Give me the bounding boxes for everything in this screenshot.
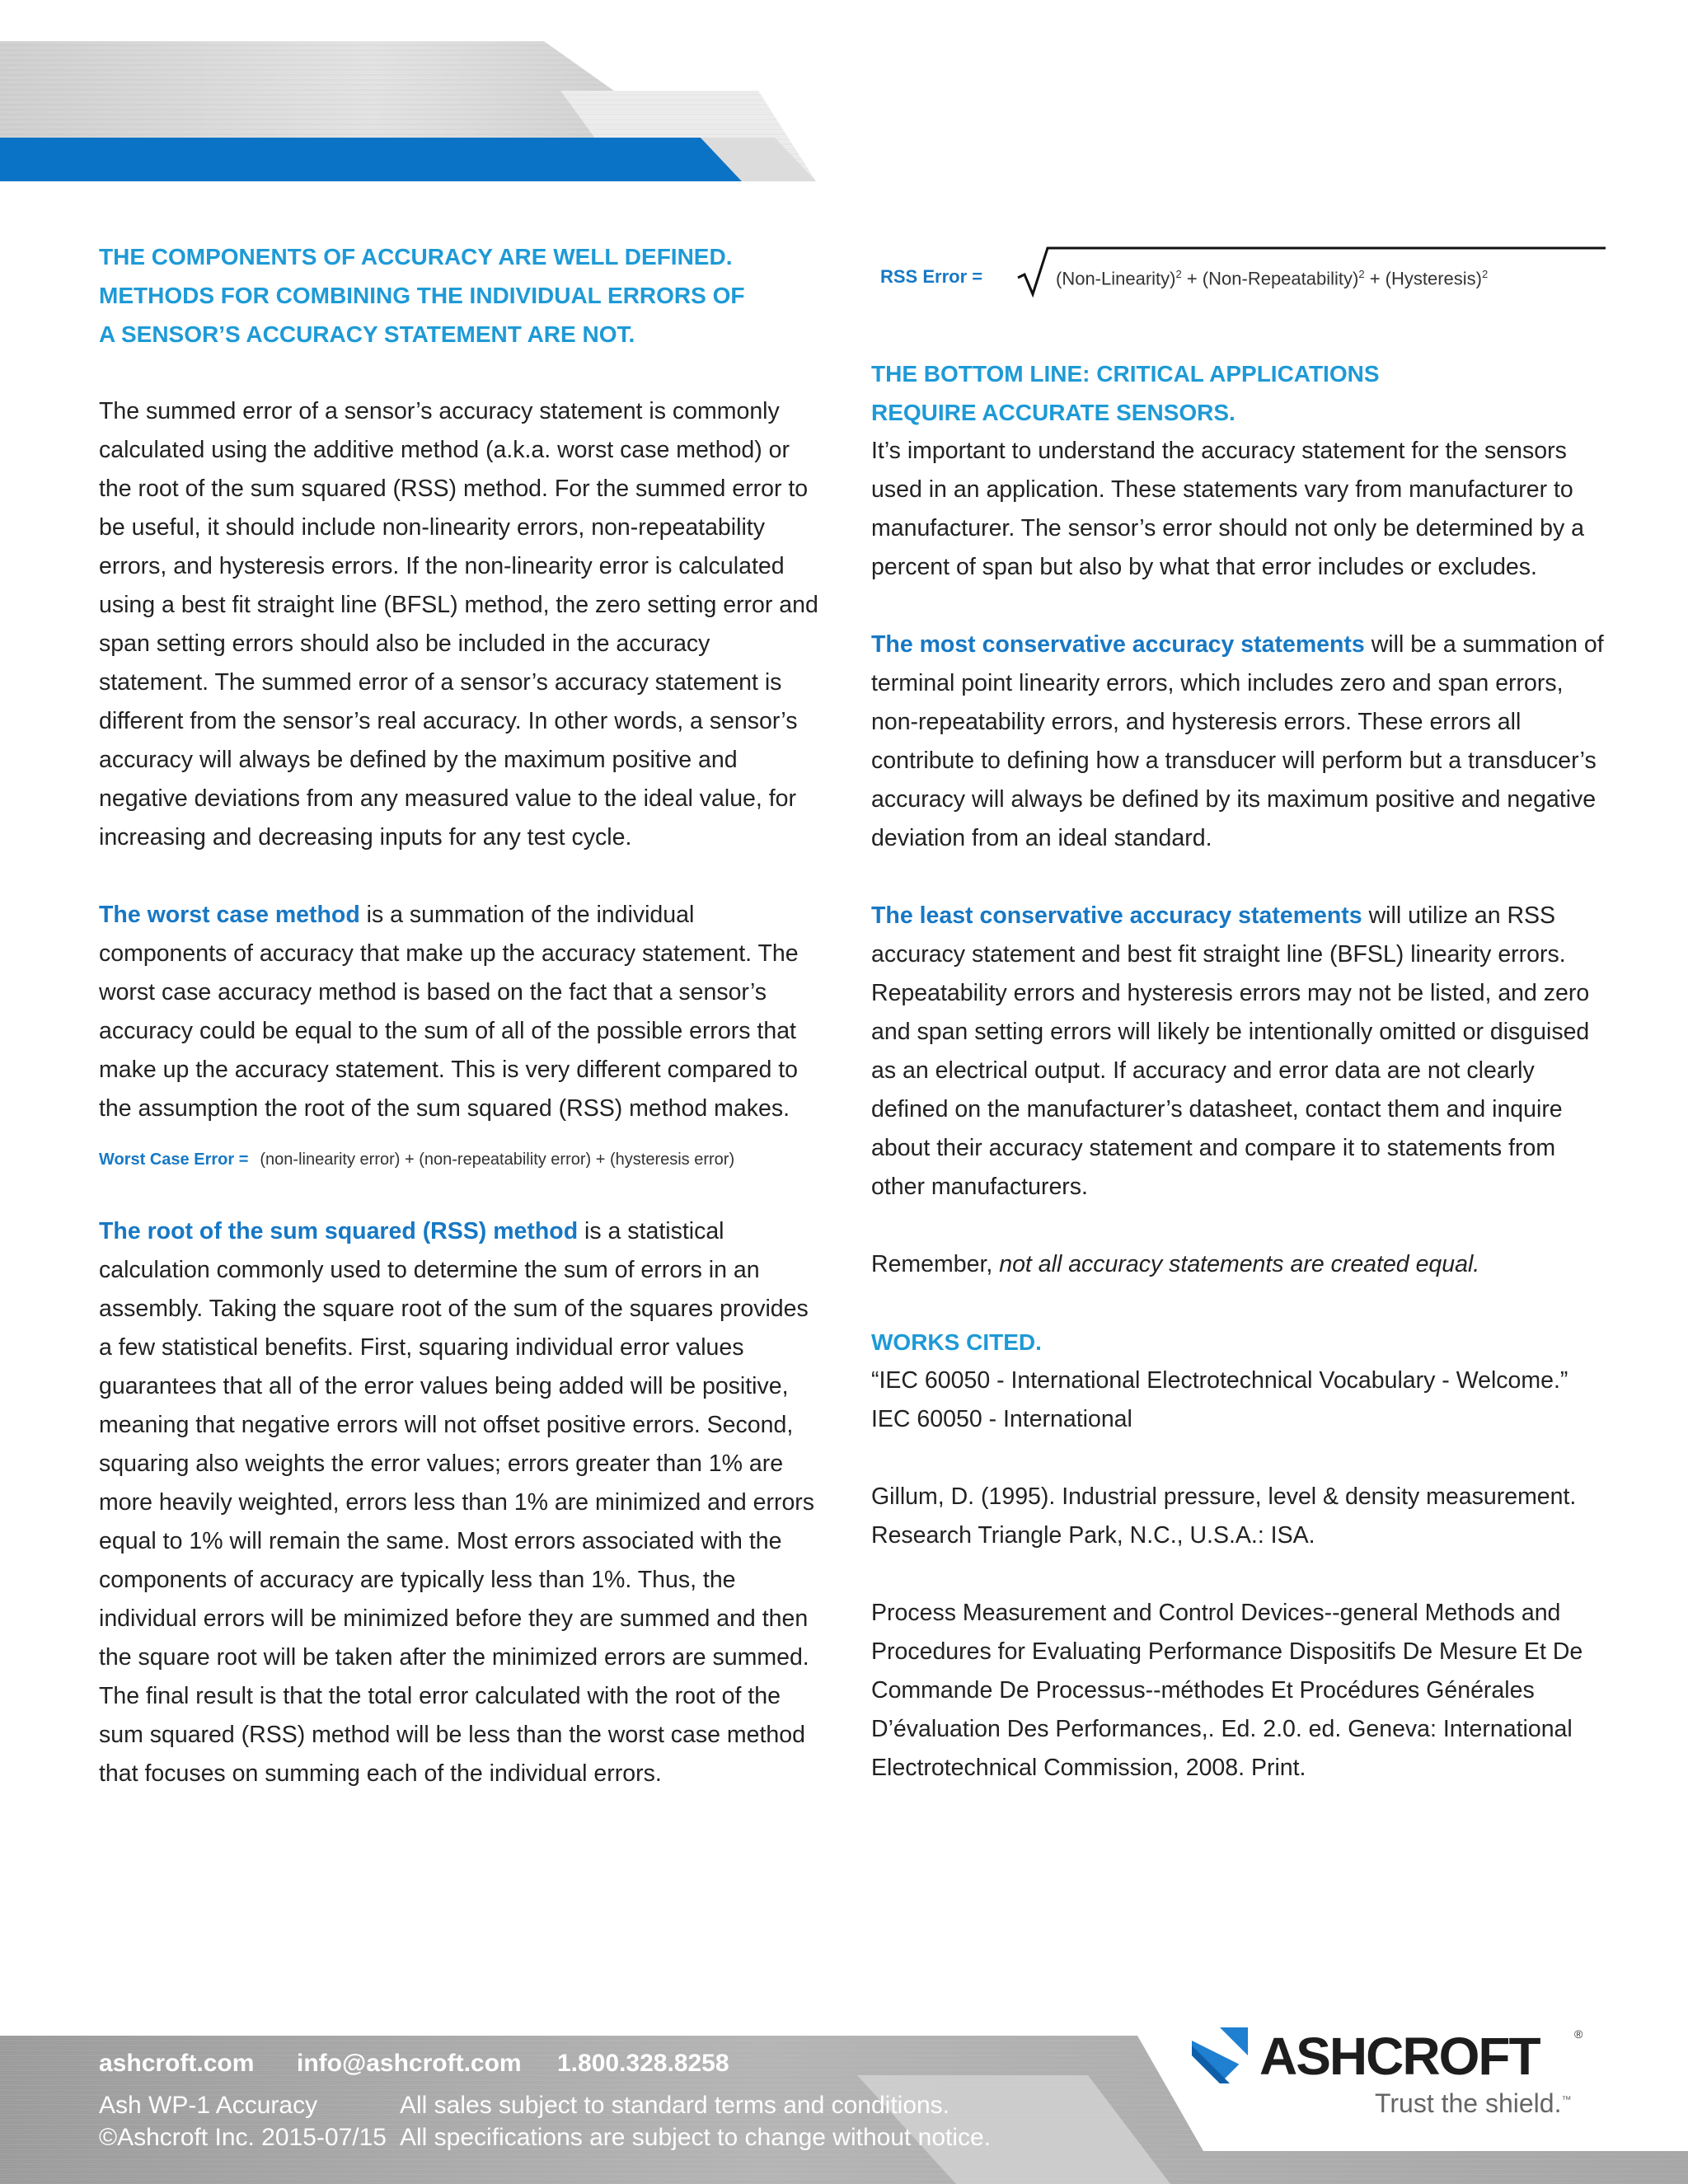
most-conservative-paragraph: [871, 626, 1613, 858]
rss-body: is a statistical calculation commonly used to determine the sum of errors in an assembly. Taking the square root of the sum of the squares provides a few statistical benefits. First, squaring individual error values guarantees that all of the error values being added will be positive, meaning that negative errors will not offset positive errors. Second, squaring also weights the error values; errors greater than 1% are more heavily weighted, errors less than 1% are minimized and errors equal to 1% will remain the same. Most errors associated with the components of accuracy are typically less than 1%. Thus, the individual errors will be minimized before they are summed and then the square root will be taken after the minimized errors are summed. The final result is that the total error calculated with the root of the sum squared (RSS) method will be less than the worst case method that focuses on summing each of the individual errors.: [99, 1218, 815, 1787]
footer-terms: All sales subject to standard terms and conditions.: [400, 2092, 950, 2119]
left-heading-line-2: METHODS FOR COMBINING THE INDIVIDUAL ERRORS OF: [99, 283, 745, 308]
works-cited-heading: WORKS CITED.: [871, 1329, 1042, 1355]
footer-copyright: ©Ashcroft Inc. 2015-07/15: [99, 2124, 387, 2151]
footer-website-link[interactable]: ashcroft.com: [99, 2050, 255, 2077]
shield-icon: [1187, 2022, 1253, 2088]
remember-line: Remember, not all accuracy statements are created equal.: [871, 1251, 1480, 1277]
citation-gillum: Gillum, D. (1995). Industrial pressure, level & density measurement. Research Triangle Park, N.C., U.S.A.: ISA.: [871, 1483, 1577, 1549]
left-heading-line-3: A SENSOR’S ACCURACY STATEMENT ARE NOT.: [99, 321, 635, 347]
worst-case-body: is a summation of the individual components of accuracy that make up the accuracy statement. The worst case accuracy method is based on the fact that a sensor’s accuracy could be equal to the sum of all of the possible errors that make up the accuracy statement. This is very different compared to the assumption the root of the sum squared (RSS) method makes.: [99, 902, 799, 1122]
footer-email-link[interactable]: info@ashcroft.com: [297, 2050, 522, 2077]
logo-registered-mark: ®: [1574, 2027, 1583, 2041]
most-conservative-body: will be a summation of terminal point linearity errors, which includes zero and span errors, non-repeatability errors, and hysteresis errors. These errors all contribute to defining how a transducer will perform but a transducer’s accuracy will always be defined by its maximum positive and negative deviation from an ideal standard.: [871, 631, 1604, 851]
worst-case-formula: [99, 1135, 824, 1184]
rss-formula-body: (Non-Linearity)$^2$ + (Non-Repeatability)$^2$ + (Hysteresis)$^2$: [1056, 268, 1489, 289]
bottom-line-paragraph: It’s important to understand the accuracy statement for the sensors used in an application. These statements vary from manufacturer to manufacturer. The sensor’s error should not only be determined by a percent of span but also by what that error includes or excludes.: [871, 438, 1584, 580]
worst-case-lead: The worst case method: [99, 902, 360, 928]
citation-iec: “IEC 60050 - International Electrotechnical Vocabulary - Welcome.” IEC 60050 - International: [871, 1367, 1568, 1432]
logo-wordmark: ASHCROFT: [1259, 2027, 1540, 2086]
header-band: [0, 0, 1688, 190]
worst-case-formula-label: Worst Case Error =: [99, 1150, 249, 1169]
summed-error-paragraph: The summed error of a sensor’s accuracy statement is commonly calculated using the additive method (a.k.a. worst case method) or the root of the sum squared (RSS) method. For the summed error to be useful, it should include non-linearity errors, non-repeatability errors, and hysteresis errors. If the non-linearity error is calculated using a best fit straight line (BFSL) method, the zero setting error and span setting errors should also be included in the accuracy statement. The summed error of a sensor’s accuracy statement is different from the sensor’s real accuracy. In other words, a sensor’s accuracy will always be defined by the maximum positive and negative deviations from any measured value to the ideal value, for increasing and decreasing inputs for any test cycle.: [99, 398, 818, 851]
footer-notice: All specifications are subject to change without notice.: [400, 2124, 992, 2151]
least-conservative-body: will utilize an RSS accuracy statement and best fit straight line (BFSL) linearity errors. Repeatability errors and hysteresis errors may not be listed, and zero and span setting errors will likely be intentionally omitted or disguised as an electrical output. If accuracy and error data are not clearly defined on the manufacturer’s datasheet, contact them and inquire about their accuracy statement and compare it to statements from other manufacturers.: [871, 902, 1590, 1200]
citation-process-measurement: Process Measurement and Control Devices--general Methods and Procedures for Evaluating Performance Dispositifs De Mesure Et De Commande De Processus--méthodes Et Procédures Générales D’évaluation Des Performances,. Ed. 2.0. ed. Geneva: International Electrotechnical Commission, 2008. Print.: [871, 1600, 1583, 1781]
rss-formula-label: RSS Error =: [880, 266, 983, 287]
least-conservative-lead: The least conservative accuracy statements: [871, 902, 1362, 929]
rss-formula: [880, 243, 1606, 301]
worst-case-paragraph: [99, 896, 824, 1128]
rss-lead: The root of the sum squared (RSS) method: [99, 1218, 579, 1244]
logo-tagline: Trust the shield.™: [1375, 2088, 1572, 2118]
right-heading-line-1: THE BOTTOM LINE: CRITICAL APPLICATIONS: [871, 361, 1380, 387]
left-heading-line-1: THE COMPONENTS OF ACCURACY ARE WELL DEFINED.: [99, 244, 733, 269]
worst-case-formula-body: (non-linearity error) + (non-repeatability error) + (hysteresis error): [260, 1150, 735, 1169]
header-graphic: [0, 0, 1688, 190]
rss-paragraph: [99, 1212, 824, 1793]
most-conservative-lead: The most conservative accuracy statements: [871, 631, 1365, 658]
ashcroft-logo: [1187, 2019, 1591, 2135]
remember-emphasis: not all accuracy statements are created equal.: [999, 1251, 1480, 1277]
footer-phone-link[interactable]: 1.800.328.8258: [557, 2050, 729, 2077]
footer-document-id: Ash WP-1 Accuracy: [99, 2092, 318, 2119]
left-column: [99, 237, 824, 1793]
least-conservative-paragraph: [871, 897, 1613, 1207]
right-column: [871, 354, 1613, 1788]
right-heading-line-2: REQUIRE ACCURATE SENSORS.: [871, 400, 1236, 425]
